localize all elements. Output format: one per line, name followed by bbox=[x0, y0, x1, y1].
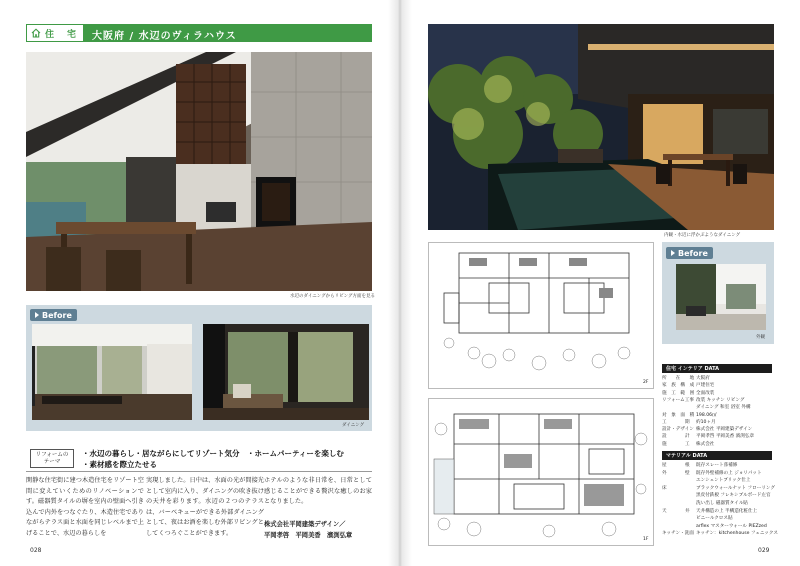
data-row-key: 設計・デザイン bbox=[662, 427, 694, 433]
data-row bbox=[662, 433, 774, 440]
data-row-key: 天 井 bbox=[662, 508, 690, 514]
data-row-key: 所 在 地 bbox=[662, 376, 695, 381]
triangle-icon bbox=[671, 250, 675, 256]
data-row-value: 黒皮付鉄板 フレキシブルボード左官 bbox=[696, 493, 771, 499]
credit-designers: 平岡孝啓 平岡美香 濱渕弘章 bbox=[264, 532, 353, 539]
night-terrace-photo bbox=[428, 24, 774, 230]
data-row bbox=[662, 404, 774, 411]
before-exterior-photo bbox=[676, 264, 766, 330]
section-header bbox=[26, 24, 372, 42]
plan-floor-label-lower: 1F bbox=[643, 537, 649, 542]
data-row-value: 既存外壁補修の上 ジョリパット bbox=[696, 470, 762, 476]
data-row bbox=[662, 382, 774, 389]
data-row bbox=[662, 485, 774, 492]
before-small-caption: 外観 bbox=[756, 335, 765, 340]
material-data-header: マテリアル DATA bbox=[662, 451, 772, 460]
body-text-column-2: 実現しました。日中は、水面の光が間接光として室内に入り、ダイニングの吹き抜けの天井を彩ります。水辺の２つのテラスは、バーベキューができる外部ダイニングとして、夜はお酒を楽しむ外部リビングとしてくつろぐことができます。 bbox=[146, 477, 264, 537]
data-row bbox=[662, 492, 774, 499]
data-row bbox=[662, 441, 774, 448]
theme-divider bbox=[26, 471, 372, 472]
data-row-key: 対 象 面 積 bbox=[662, 412, 695, 418]
data-row bbox=[662, 523, 774, 530]
data-row bbox=[662, 397, 774, 404]
theme-line-2: ・素材感を際立たせる bbox=[82, 460, 157, 469]
data-row-key: 床 bbox=[662, 485, 667, 491]
floor-plan-upper bbox=[428, 242, 654, 389]
before-label-small: Before bbox=[678, 248, 708, 258]
data-row bbox=[662, 426, 774, 433]
before-label: Before bbox=[42, 310, 72, 320]
page-number-right: 029 bbox=[758, 547, 770, 554]
data-row bbox=[662, 462, 774, 469]
data-row-value: 天井構造の上 半構造化粧仕上 bbox=[696, 508, 758, 514]
theme-line-1: ・水辺の暮らし・居ながらにしてリゾート気分 ・ホームパーティーを楽しむ bbox=[82, 449, 344, 458]
data-row bbox=[662, 500, 774, 507]
data-row-value: エンシェントブリック仕上 bbox=[696, 478, 751, 484]
data-row-value: 戸建住宅 bbox=[696, 383, 715, 389]
data-row-value: 全面改装 bbox=[696, 390, 715, 396]
page-title: 大阪府 / 水辺のヴィラハウス bbox=[92, 31, 237, 42]
category-label: 住 宅 bbox=[45, 29, 79, 40]
plan-floor-label-upper: 2F bbox=[643, 380, 649, 385]
before-photo-right bbox=[203, 324, 369, 420]
data-row-key: 外 壁 bbox=[662, 470, 690, 476]
house-icon bbox=[31, 28, 41, 38]
body-text-column-1: 閑静な住宅街に建つ木造住宅をリゾート空間に変えていくためのリノベーションです。磁器質タイルの塀を室内の壁面へ引き込んで内外をつなぐたり、木造住宅でありながらテラス面と水面を同じレベルまで上げることで、水辺の暮らしを bbox=[26, 477, 144, 537]
data-row-value: キッチン：kitchenhouse フェニックス bbox=[696, 531, 778, 537]
data-row-key: 施 工 範 囲 bbox=[662, 390, 695, 396]
data-row-key: 施 工 bbox=[662, 441, 690, 447]
data-row-value: 洗い出し 磁器質タイル貼 bbox=[696, 501, 748, 506]
page-number-left: 028 bbox=[30, 547, 42, 554]
data-row-value: ブラックウォールナット フローリング bbox=[696, 485, 776, 491]
data-row bbox=[662, 375, 774, 382]
theme-label-line2: テーマ bbox=[43, 458, 61, 465]
data-row bbox=[662, 419, 774, 426]
data-row bbox=[662, 390, 774, 397]
data-row bbox=[662, 470, 774, 477]
data-row-value: arflex マスターウォール PIEZzed bbox=[696, 523, 767, 529]
floor-plan-lower bbox=[428, 398, 654, 546]
data-row-value: 約10ヶ月 bbox=[696, 419, 716, 425]
data-row-key: キッチン・洗面 bbox=[662, 531, 694, 537]
data-row-key: 屋 根 bbox=[662, 463, 690, 468]
triangle-icon bbox=[35, 312, 39, 318]
main-photo-caption: 水辺のダイニングからリビング方面を見る bbox=[290, 294, 376, 299]
data-row-value: 大阪府 bbox=[696, 376, 710, 381]
credit-company: 株式会社平岡建築デザイン／ bbox=[264, 521, 346, 528]
data-row bbox=[662, 530, 778, 537]
data-row bbox=[662, 508, 774, 515]
body-text-column-3: ホテルのような非日常を、日常として感じることができる贅沢な癒しのお家となりました。 bbox=[264, 477, 372, 506]
data-row-value: 株式会社 bbox=[696, 441, 715, 447]
data-row-key: リフォーム工事 bbox=[662, 397, 694, 403]
data-row-value: 既存スレート葺補修 bbox=[696, 463, 738, 468]
data-row bbox=[662, 515, 774, 522]
data-row-key: 設 計 bbox=[662, 434, 690, 440]
data-row-key: 家 族 構 成 bbox=[662, 383, 695, 389]
reform-theme-label bbox=[30, 449, 74, 468]
data-row-value: ビニールクロス貼 bbox=[696, 516, 733, 522]
before-photo-caption: ダイニング bbox=[342, 423, 365, 428]
before-photo-left bbox=[32, 324, 192, 420]
data-row-value: 株式会社 平岡建築デザイン bbox=[696, 427, 753, 433]
data-row-value: 平岡孝啓 平岡美香 濱渕弘章 bbox=[696, 434, 755, 440]
data-row bbox=[662, 477, 774, 484]
data-row-value: 198.06㎡ bbox=[696, 412, 717, 418]
before-badge-small bbox=[666, 247, 713, 259]
category-tag bbox=[26, 24, 84, 42]
interior-data-header: 住宅 インテリア DATA bbox=[662, 364, 772, 373]
theme-label-line1: リフォームの bbox=[35, 452, 69, 458]
main-interior-photo bbox=[26, 52, 372, 291]
night-photo-caption: 内観・水辺に浮かぶようなダイニング bbox=[664, 233, 741, 238]
data-row bbox=[662, 412, 774, 419]
before-badge bbox=[30, 309, 77, 321]
data-row-key: 工 期 bbox=[662, 419, 690, 425]
data-row-value: ダイニング 和室 浴室 外構 bbox=[696, 405, 751, 411]
data-row-value: 改装 キッチン リビング bbox=[696, 397, 745, 403]
